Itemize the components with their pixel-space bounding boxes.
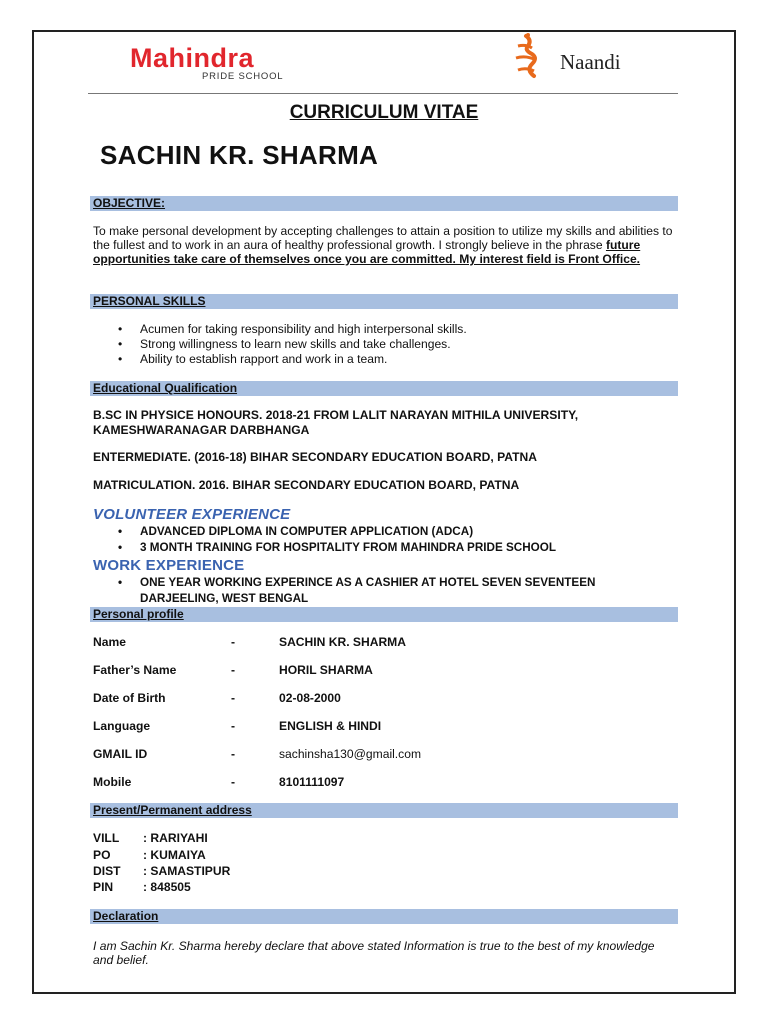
profile-value: 8101111097: [279, 775, 345, 789]
address-value: : KUMAIYA: [143, 848, 206, 862]
naandi-logo-text: Naandi: [560, 50, 621, 74]
pride-school-text: PRIDE SCHOOL: [202, 71, 284, 82]
work-list: [114, 575, 674, 607]
cv-title: CURRICULUM VITAE: [289, 102, 479, 123]
skills-heading: PERSONAL SKILLS: [93, 294, 206, 308]
candidate-name: SACHIN KR. SHARMA: [100, 140, 379, 170]
list-item: • ADVANCED DIPLOMA IN COMPUTER APPLICATION (ADCA): [114, 524, 684, 540]
profile-value: HORIL SHARMA: [279, 663, 373, 677]
profile-dash: -: [231, 635, 236, 649]
profile-value: 02-08-2000: [279, 691, 341, 705]
volunteer-list: [114, 524, 684, 556]
profile-dash: -: [231, 775, 236, 789]
list-item: • Ability to establish rapport and work in a team.: [114, 352, 467, 367]
address-value: : SAMASTIPUR: [143, 864, 231, 878]
profile-dash: -: [231, 747, 236, 761]
profile-key: Mobile: [93, 775, 132, 789]
profile-value: SACHIN KR. SHARMA: [279, 635, 406, 649]
list-item: • Acumen for taking responsibility and high interpersonal skills.: [114, 322, 467, 337]
education-heading: Educational Qualification: [93, 381, 238, 395]
education-item: B.SC IN PHYSICE HONOURS. 2018-21 FROM LALIT NARAYAN MITHILA UNIVERSITY, KAMESHWARANAGAR DARBHANGA: [93, 408, 579, 437]
profile-key: Name: [93, 635, 126, 649]
profile-dash: -: [231, 691, 236, 705]
email-value[interactable]: sachinsha130@gmail.com: [279, 747, 422, 761]
skills-heading-bar: [90, 294, 678, 309]
education-heading-bar: [90, 381, 678, 396]
mahindra-wordmark: Mahindra: [130, 43, 255, 73]
profile-dash: -: [231, 719, 236, 733]
profile-value: ENGLISH & HINDI: [279, 719, 382, 733]
address-key: VILL: [93, 831, 120, 845]
address-key: PO: [93, 848, 111, 862]
objective-text: [93, 224, 678, 266]
address-heading-bar: [90, 803, 678, 818]
list-item: • 3 MONTH TRAINING FOR HOSPITALITY FROM MAHINDRA PRIDE SCHOOL: [114, 540, 684, 556]
education-item: ENTERMEDIATE. (2016-18) BIHAR SECONDARY EDUCATION BOARD, PATNA: [93, 450, 537, 464]
address-value: : RARIYAHI: [143, 831, 208, 845]
objective-heading-bar: [90, 196, 678, 211]
work-heading: WORK EXPERIENCE: [93, 557, 245, 574]
profile-dash: -: [231, 663, 236, 677]
profile-key: Date of Birth: [93, 691, 166, 705]
profile-heading: Personal profile: [93, 607, 184, 621]
address-key: DIST: [93, 864, 121, 878]
skills-list: [114, 322, 467, 367]
objective-text-bold: future opportunities take care of themselves once you are committed. My interest field is Front Office.: [93, 238, 641, 266]
volunteer-heading: VOLUNTEER EXPERIENCE: [93, 506, 291, 523]
list-item: • Strong willingness to learn new skills and take challenges.: [114, 337, 467, 352]
education-item: MATRICULATION. 2016. BIHAR SECONDARY EDUCATION BOARD, PATNA: [93, 478, 520, 492]
objective-text-plain: To make personal development by accepting challenges to attain a position to utilize my skills and abilities to the fullest and to work in an aura of healthy professional growth. I strongly believe in the phrase: [93, 224, 673, 252]
declaration-text: I am Sachin Kr. Sharma hereby declare that above stated Information is true to the best of my knowledge and belief.: [93, 939, 655, 967]
profile-key: Language: [93, 719, 151, 733]
profile-heading-bar: [90, 607, 678, 622]
profile-key: GMAIL ID: [93, 747, 148, 761]
objective-heading: OBJECTIVE:: [93, 196, 166, 210]
list-item: • ONE YEAR WORKING EXPERINCE AS A CASHIER AT HOTEL SEVEN SEVENTEEN DARJEELING, WEST BENGAL: [114, 575, 674, 607]
header-divider: [88, 93, 678, 94]
address-heading: Present/Permanent address: [93, 803, 252, 817]
address-key: PIN: [93, 880, 114, 894]
profile-key: Father’s Name: [93, 663, 177, 677]
naandi-flame-icon: [508, 32, 550, 82]
declaration-heading: Declaration: [93, 909, 159, 923]
mahindra-pride-school-logo: [130, 44, 305, 82]
declaration-heading-bar: [90, 909, 678, 924]
address-value: : 848505: [143, 880, 191, 894]
